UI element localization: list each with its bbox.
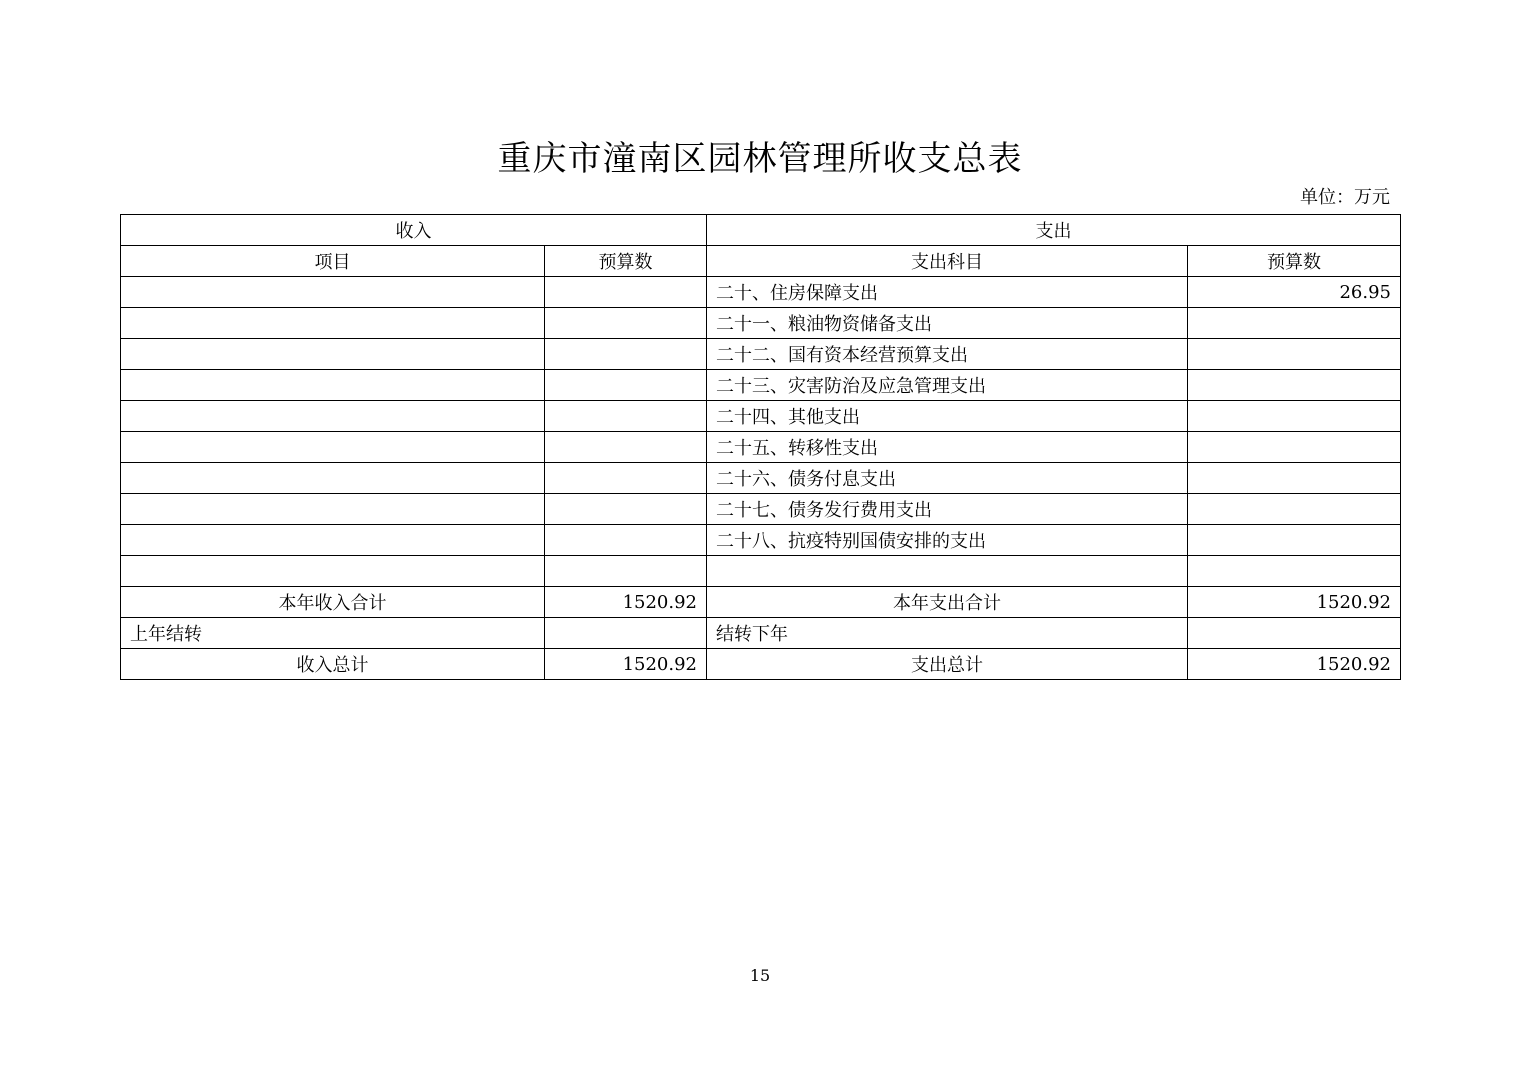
income-budget-cell [545, 432, 707, 463]
annual-expense-total-label: 本年支出合计 [707, 587, 1188, 618]
table-body [121, 215, 1401, 680]
income-budget-cell [545, 525, 707, 556]
carryover-row [121, 618, 1401, 649]
income-item-cell [121, 308, 545, 339]
table-row [121, 494, 1401, 525]
income-grand-total-value: 1520.92 [545, 649, 707, 680]
document-title: 重庆市潼南区园林管理所收支总表 [497, 139, 1023, 179]
income-item-cell [121, 556, 545, 587]
income-item-cell [121, 463, 545, 494]
page-number: 15 [749, 966, 771, 985]
annual-income-total-label: 本年收入合计 [121, 587, 545, 618]
income-budget-cell [545, 308, 707, 339]
expense-grand-total-value: 1520.92 [1188, 649, 1401, 680]
income-budget-cell [545, 370, 707, 401]
prior-year-carryover-label: 上年结转 [121, 618, 545, 649]
next-year-carryover-value [1188, 618, 1401, 649]
expense-budget-cell: 26.95 [1188, 277, 1401, 308]
annual-expense-total-value: 1520.92 [1188, 587, 1401, 618]
income-budget-cell [545, 401, 707, 432]
expense-item-cell: 二十八、抗疫特别国债安排的支出 [707, 525, 1188, 556]
table-row [121, 401, 1401, 432]
income-budget-cell [545, 494, 707, 525]
annual-total-row [121, 587, 1401, 618]
group-header-row [121, 215, 1401, 246]
table-row [121, 432, 1401, 463]
table-row [121, 370, 1401, 401]
expense-budget-cell [1188, 370, 1401, 401]
expense-item-cell: 二十六、债务付息支出 [707, 463, 1188, 494]
table-row [121, 463, 1401, 494]
expense-budget-cell [1188, 432, 1401, 463]
table-row [121, 339, 1401, 370]
table-row [121, 525, 1401, 556]
income-group-header: 收入 [121, 215, 707, 246]
table-row [121, 308, 1401, 339]
expense-item-cell: 二十、住房保障支出 [707, 277, 1188, 308]
income-item-cell [121, 401, 545, 432]
expense-budget-cell [1188, 556, 1401, 587]
column-header-row [121, 246, 1401, 277]
prior-year-carryover-value [545, 618, 707, 649]
income-expense-table [120, 214, 1401, 680]
expense-item-cell: 二十一、粮油物资储备支出 [707, 308, 1188, 339]
table-row [121, 556, 1401, 587]
expense-grand-total-label: 支出总计 [707, 649, 1188, 680]
income-budget-header: 预算数 [545, 246, 707, 277]
expense-group-header: 支出 [707, 215, 1401, 246]
grand-total-row [121, 649, 1401, 680]
income-budget-cell [545, 556, 707, 587]
unit-label: 单位：万元 [1300, 187, 1390, 208]
expense-budget-cell [1188, 308, 1401, 339]
expense-budget-cell [1188, 401, 1401, 432]
expense-budget-cell [1188, 494, 1401, 525]
next-year-carryover-label: 结转下年 [707, 618, 1188, 649]
income-item-cell [121, 277, 545, 308]
expense-item-header: 支出科目 [707, 246, 1188, 277]
income-budget-cell [545, 339, 707, 370]
expense-item-cell: 二十三、灾害防治及应急管理支出 [707, 370, 1188, 401]
table-row [121, 277, 1401, 308]
income-budget-cell [545, 277, 707, 308]
income-item-cell [121, 525, 545, 556]
expense-budget-cell [1188, 525, 1401, 556]
income-grand-total-label: 收入总计 [121, 649, 545, 680]
expense-item-cell [707, 556, 1188, 587]
annual-income-total-value: 1520.92 [545, 587, 707, 618]
income-item-cell [121, 494, 545, 525]
expense-item-cell: 二十二、国有资本经营预算支出 [707, 339, 1188, 370]
income-item-cell [121, 339, 545, 370]
expense-item-cell: 二十四、其他支出 [707, 401, 1188, 432]
expense-item-cell: 二十五、转移性支出 [707, 432, 1188, 463]
expense-item-cell: 二十七、债务发行费用支出 [707, 494, 1188, 525]
expense-budget-header: 预算数 [1188, 246, 1401, 277]
income-item-cell [121, 370, 545, 401]
income-item-cell [121, 432, 545, 463]
expense-budget-cell [1188, 463, 1401, 494]
income-budget-cell [545, 463, 707, 494]
expense-budget-cell [1188, 339, 1401, 370]
income-item-header: 项目 [121, 246, 545, 277]
